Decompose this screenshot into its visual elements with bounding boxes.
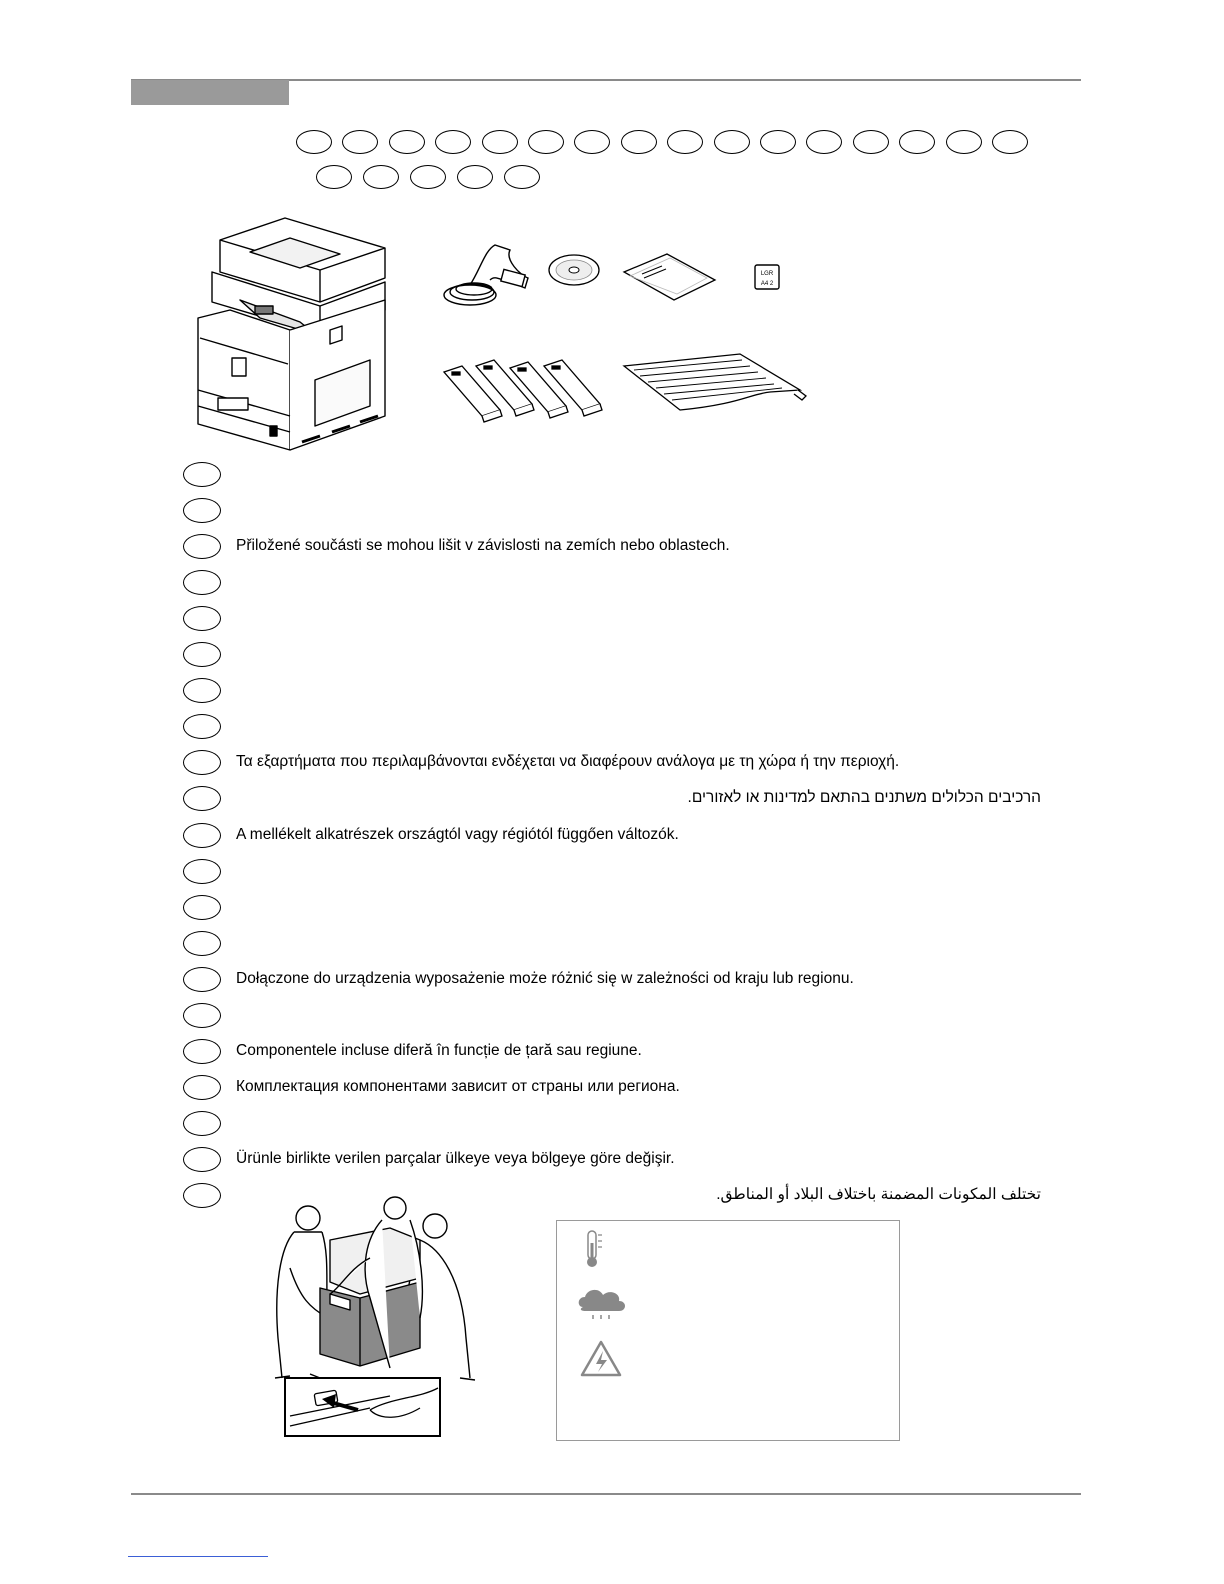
language-oval[interactable] xyxy=(621,130,657,154)
svg-text:LGR: LGR xyxy=(760,271,774,277)
svg-text:A4 2: A4 2 xyxy=(760,281,774,287)
row-language-oval xyxy=(183,498,221,523)
row-language-oval xyxy=(183,606,221,631)
thermometer-icon xyxy=(581,1229,605,1269)
language-oval[interactable] xyxy=(853,130,889,154)
row-language-oval xyxy=(183,1003,221,1028)
humidity-cloud-icon xyxy=(575,1285,629,1321)
language-oval[interactable] xyxy=(457,165,493,189)
language-oval[interactable] xyxy=(992,130,1028,154)
row-language-oval xyxy=(183,859,221,884)
language-oval[interactable] xyxy=(528,130,564,154)
row-language-oval xyxy=(183,642,221,667)
cd-rom-icon xyxy=(548,254,600,286)
row-language-oval xyxy=(183,786,221,811)
environment-notice-box xyxy=(556,1220,900,1441)
row-notice-text: Dołączone do urządzenia wyposażenie może różnić się w zależności od kraju lub regionu. xyxy=(236,969,854,987)
language-oval[interactable] xyxy=(435,130,471,154)
output-tray-icon xyxy=(620,352,810,412)
paper-size-label-icon xyxy=(754,264,780,290)
language-oval[interactable] xyxy=(806,130,842,154)
row-language-oval xyxy=(183,895,221,920)
language-oval[interactable] xyxy=(714,130,750,154)
row-language-oval xyxy=(183,823,221,848)
toner-cartridges-icon xyxy=(440,358,620,423)
row-language-oval xyxy=(183,534,221,559)
row-notice-text: Ürünle birlikte verilen parçalar ülkeye veya bölgeye göre değişir. xyxy=(236,1149,675,1167)
language-oval[interactable] xyxy=(296,130,332,154)
footer-link-underline[interactable] xyxy=(128,1556,268,1557)
row-language-oval xyxy=(183,714,221,739)
row-language-oval xyxy=(183,967,221,992)
language-oval[interactable] xyxy=(342,130,378,154)
row-language-oval xyxy=(183,1111,221,1136)
manual-booklet-icon xyxy=(622,252,717,302)
row-language-oval xyxy=(183,1183,221,1208)
row-notice-text: הרכיבים הכלולים משתנים בהתאם למדינות או לאזורים. xyxy=(687,789,1041,807)
row-notice-text: Přiložené součásti se mohou lišit v závislosti na zemích nebo oblastech. xyxy=(236,537,730,555)
row-language-oval xyxy=(183,678,221,703)
header-section-tab xyxy=(131,80,289,105)
electric-warning-icon xyxy=(579,1339,623,1379)
language-oval[interactable] xyxy=(482,130,518,154)
power-cord-icon xyxy=(440,240,535,310)
row-notice-text: Τα εξαρτήματα που περιλαμβάνονται ενδέχεται να διαφέρουν ανάλογα με τη χώρα ή την περιοχή. xyxy=(236,753,900,771)
row-notice-text: A mellékelt alkatrészek országtól vagy régiótól függően változók. xyxy=(236,825,679,843)
language-oval[interactable] xyxy=(363,165,399,189)
lifting-printer-illustration xyxy=(270,1198,480,1438)
language-oval[interactable] xyxy=(667,130,703,154)
row-language-oval xyxy=(183,931,221,956)
row-language-oval xyxy=(183,750,221,775)
mfp-printer-icon xyxy=(190,210,400,455)
row-language-oval xyxy=(183,1147,221,1172)
row-language-oval xyxy=(183,462,221,487)
language-oval[interactable] xyxy=(504,165,540,189)
language-oval[interactable] xyxy=(946,130,982,154)
row-language-oval xyxy=(183,1039,221,1064)
language-oval[interactable] xyxy=(389,130,425,154)
row-language-oval xyxy=(183,1075,221,1100)
row-notice-text: Комплектация компонентами зависит от страны или региона. xyxy=(236,1077,680,1095)
row-notice-text: تختلف المكونات المضمنة باختلاف البلاد أو المناطق. xyxy=(716,1186,1041,1203)
language-oval[interactable] xyxy=(574,130,610,154)
language-oval[interactable] xyxy=(760,130,796,154)
language-oval[interactable] xyxy=(410,165,446,189)
language-oval[interactable] xyxy=(316,165,352,189)
language-oval[interactable] xyxy=(899,130,935,154)
row-language-oval xyxy=(183,570,221,595)
footer-rule xyxy=(131,1493,1081,1495)
row-notice-text: Componentele incluse diferă în funcție de țară sau regiune. xyxy=(236,1041,642,1059)
